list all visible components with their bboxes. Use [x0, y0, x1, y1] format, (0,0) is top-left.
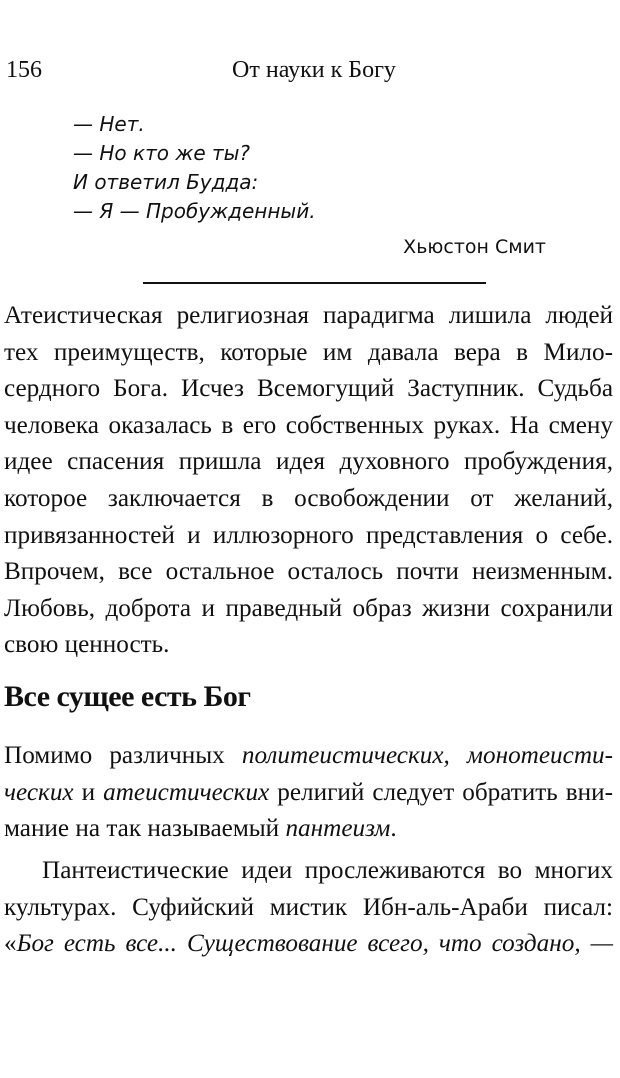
emphasis: ческих: [4, 778, 74, 806]
text-line: которое заключается в освобождении от желаний,: [4, 484, 613, 512]
text-run: мание на так называемый: [4, 815, 286, 843]
text-run: и: [73, 778, 104, 806]
text-line: сердного Бога. Исчез Всемогущий Заступник. Судьба: [4, 375, 613, 403]
section-heading: Все сущее есть Бог: [4, 680, 251, 713]
text-line: [4, 811, 613, 848]
paragraph-3: [4, 853, 613, 963]
text-line: человека оказалась в его собственных руках. На смену: [4, 411, 613, 439]
text-line: привязанностей и иллюзорного представления о себе.: [4, 521, 613, 549]
running-head: [0, 57, 620, 84]
text-line: Любовь, доброта и праведный образ жизни сохранили: [4, 594, 613, 622]
paragraph-2: [4, 738, 613, 848]
epigraph-line: — Я — Пробужденный.: [73, 199, 316, 223]
page-number: 156: [6, 57, 42, 83]
section-divider: [143, 282, 486, 284]
epigraph-author: Хьюстон Смит: [403, 236, 546, 258]
epigraph-line: — Но кто же ты?: [73, 141, 251, 165]
text-line: тех преимуществ, которые им давала вера в Мило-: [4, 338, 613, 366]
epigraph-line: И ответил Будда:: [73, 170, 259, 194]
text-run: Помимо различных: [4, 742, 242, 769]
running-head-title: От науки к Богу: [232, 57, 396, 83]
text-run: религий следует обратить вни-: [269, 778, 613, 806]
epigraph-line: — Нет.: [73, 112, 145, 136]
text-line: Впрочем, все остальное осталось почти неизменным.: [4, 558, 613, 586]
emphasis: атеистических: [103, 778, 270, 806]
text-line: идее спасения пришла идея духовного пробуждения,: [4, 448, 613, 476]
text-line: [4, 738, 613, 775]
text-line: Атеистическая религиозная парадигма лишила людей: [4, 302, 613, 329]
text-run: .: [390, 815, 397, 843]
text-line: Пантеистические идеи прослеживаются во многих: [42, 857, 613, 884]
text-line: [4, 775, 613, 812]
emphasis: Бог есть все... Существование всего, что создано, —: [16, 930, 613, 958]
emphasis: политеистических, монотеисти-: [241, 742, 613, 769]
paragraph-1: [4, 298, 613, 664]
text-line: [4, 926, 613, 963]
text-line: культурах. Суфийский мистик Ибн-аль-Араби писал:: [4, 893, 613, 921]
emphasis: пантеизм: [285, 815, 391, 843]
epigraph: [73, 110, 316, 226]
text-run: «: [4, 930, 17, 958]
text-line: свою ценность.: [4, 631, 170, 659]
